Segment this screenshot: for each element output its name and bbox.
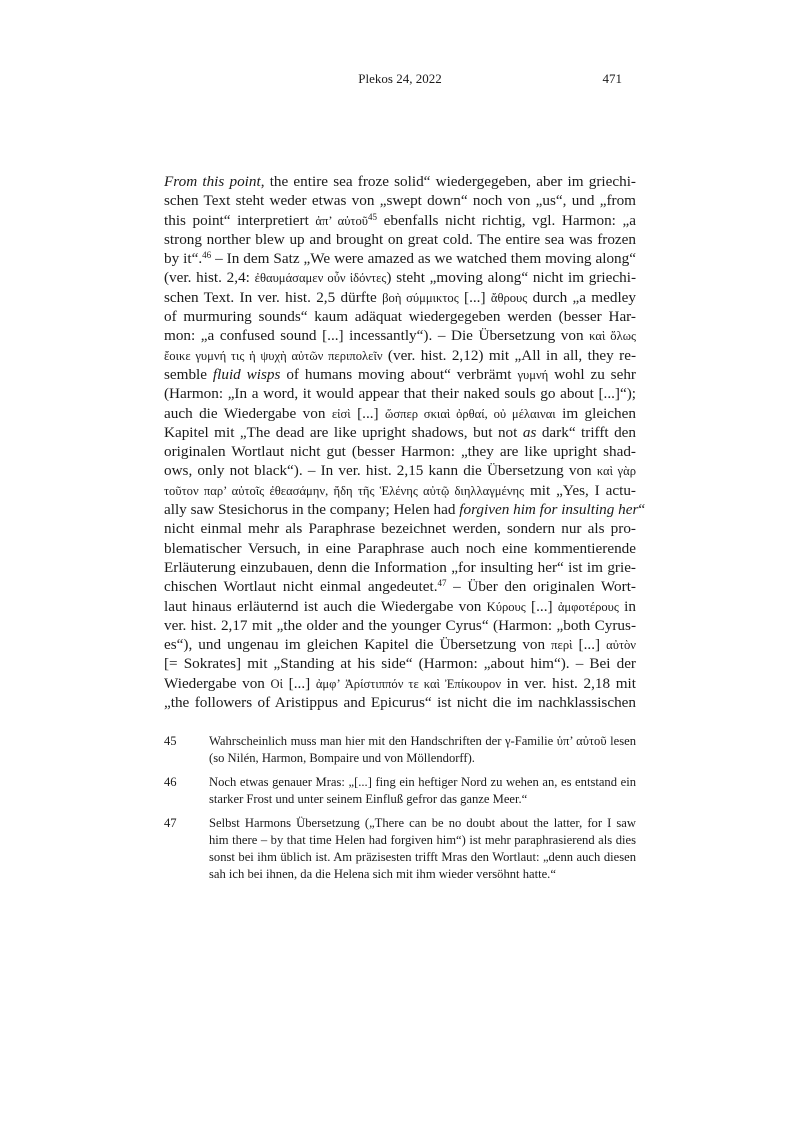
text-span: ) steht „moving along“ nicht im griechi- bbox=[386, 269, 636, 287]
text-line bbox=[164, 461, 636, 480]
text-line bbox=[164, 346, 636, 365]
footnote bbox=[164, 774, 636, 808]
footnote-text-line: him there – by that time Helen had forgiven him“) ist mehr paraphrasierend als dies bbox=[209, 833, 636, 847]
text-span: (Harmon: „In a word, it would appear that their naked souls go about [...]“); bbox=[164, 385, 636, 403]
text-span: Erläuterung einzubauen, denn die Information „for insulting her“ ist im grie- bbox=[164, 558, 636, 576]
page-number: 471 bbox=[602, 71, 622, 86]
text-span: originalen Wortlaut nicht gut (besser Harmon: „they are like upright shad- bbox=[164, 443, 636, 461]
text-line bbox=[164, 481, 636, 500]
text-line bbox=[164, 674, 636, 693]
greek-quote: εἰσὶ bbox=[331, 406, 351, 421]
text-span: (ver. hist. 2,12) mit „All in all, they re- bbox=[382, 346, 636, 364]
text-span: – Über den originalen Wort- bbox=[446, 578, 636, 596]
footnote-reference[interactable]: 45 bbox=[368, 211, 378, 222]
italic-text: fluid wisps bbox=[212, 365, 281, 383]
text-span: dark“ trifft den bbox=[536, 423, 636, 441]
greek-quote: καὶ ὅλως bbox=[589, 329, 636, 344]
footnote bbox=[164, 815, 636, 883]
text-span: ver. hist. 2,17 mit „the older and the younger Cyrus“ (Harmon: „both Cyrus- bbox=[164, 616, 636, 634]
text-span: es“), und ungenau im gleichen Kapitel die Übersetzung von bbox=[164, 636, 552, 654]
text-span: Wiedergabe von bbox=[164, 674, 271, 692]
text-line bbox=[164, 442, 636, 461]
text-span: [= Sokrates] mit „Standing at his side“ (Harmon: „about him“). – Bei der bbox=[164, 655, 636, 673]
text-line bbox=[164, 654, 636, 673]
text-line bbox=[164, 693, 636, 712]
text-span: chischen Wortlaut nicht einmal angedeutet. bbox=[164, 578, 438, 596]
greek-quote: ἀμφ’ Ἀρίστιππόν τε καὶ Ἐπίκουρον bbox=[315, 676, 502, 691]
text-span: [...] bbox=[283, 674, 316, 692]
text-span: wohl zu sehr bbox=[548, 365, 636, 383]
text-line bbox=[164, 268, 636, 287]
text-line bbox=[164, 191, 636, 210]
text-span: durch „a medley bbox=[527, 288, 637, 306]
footnote-text-line: sonst bei ihm üblich ist. Am präzisesten trifft Mras den Wortlaut: „denn auch diesen bbox=[209, 850, 636, 864]
text-span: mit „Yes, I actu- bbox=[524, 481, 636, 499]
greek-quote: ἀμφοτέρους bbox=[557, 599, 619, 614]
journal-title: Plekos 24, 2022 bbox=[358, 71, 442, 86]
italic-text: forgiven him for insulting her bbox=[459, 501, 639, 519]
text-span: laut hinaus erläuternd ist auch die Wiedergabe von bbox=[164, 597, 487, 615]
text-span: (ver. hist. 2,4: bbox=[164, 269, 255, 287]
footnote-reference[interactable]: 46 bbox=[202, 250, 212, 261]
text-line bbox=[164, 500, 646, 519]
footnote-text-line: sah ich bei ihnen, da die Helena sich mit ihm wieder versöhnt hatte.“ bbox=[209, 867, 556, 881]
text-span: of murmuring sounds“ kaum adäquat wiedergegeben werden (besser Har- bbox=[164, 308, 636, 326]
greek-quote: αὐτὸν bbox=[606, 638, 636, 653]
text-line bbox=[164, 635, 636, 654]
text-span: semble bbox=[164, 365, 213, 383]
text-span: of humans moving about“ verbrämt bbox=[280, 365, 518, 383]
text-span: „the followers of Aristippus and Epicurus“ ist nicht die im nachklassischen bbox=[164, 694, 636, 712]
text-line bbox=[164, 365, 636, 384]
footnote-text-line: Noch etwas genauer Mras: „[...] fing ein heftiger Nord zu wehen an, es entstand ein bbox=[209, 775, 636, 789]
greek-quote: ἐθαυμάσαμεν οὖν ἰδόντες bbox=[254, 271, 387, 286]
text-line bbox=[164, 423, 636, 442]
greek-quote: καὶ γὰρ bbox=[596, 464, 636, 479]
footnote-number: 45 bbox=[164, 734, 177, 748]
text-span: ebenfalls nicht richtig, vgl. Harmon: „a bbox=[377, 211, 636, 229]
greek-quote: τοῦτον παρ’ αὐτοῖς ἐθεασάμην, ἤδη τῆς Ἑλένης αὐτῷ διηλλαγμένης bbox=[164, 483, 525, 498]
greek-quote: Οἱ bbox=[270, 676, 284, 691]
text-span: ows, only not black“). – In ver. hist. 2,15 kann die Übersetzung von bbox=[164, 462, 597, 480]
text-span: mon: „a confused sound [...] incessantly“). – Die Übersetzung von bbox=[164, 327, 590, 345]
text-span: [...] bbox=[350, 404, 386, 422]
text-span: Kapitel mit „The dead are like upright shadows, but not bbox=[164, 423, 523, 441]
text-line bbox=[164, 539, 636, 558]
text-span: blematischer Versuch, in eine Paraphrase auch noch eine kommentierende bbox=[164, 539, 636, 557]
greek-quote: ἄθρους bbox=[490, 290, 528, 305]
text-span: by it“. bbox=[164, 250, 203, 268]
text-line bbox=[164, 519, 636, 538]
greek-quote: περὶ bbox=[551, 638, 573, 653]
text-span: , the entire sea froze solid“ wiedergegeben, aber im griechi- bbox=[260, 173, 636, 190]
running-head bbox=[164, 71, 636, 91]
footnote bbox=[164, 733, 636, 767]
text-line bbox=[164, 404, 636, 423]
text-line bbox=[164, 172, 636, 191]
footnote-text-line: Wahrscheinlich muss man hier mit den Handschriften der γ-Familie ὑπ’ αὐτοῦ lesen bbox=[209, 734, 636, 748]
text-span: – In dem Satz „We were amazed as we watched them moving along“ bbox=[211, 250, 636, 268]
text-span: in ver. hist. 2,18 mit bbox=[501, 674, 636, 692]
text-line bbox=[164, 307, 636, 326]
text-span: [...] bbox=[525, 597, 558, 615]
text-span: auch die Wiedergabe von bbox=[164, 404, 332, 422]
footnote-text-line: starker Frost und unter seinem Einfluß gefror das ganze Meer.“ bbox=[209, 792, 528, 806]
text-span: in bbox=[618, 597, 636, 615]
greek-quote: Κύρους bbox=[486, 599, 526, 614]
text-line bbox=[164, 326, 636, 345]
text-span: ally saw Stesichorus in the company; Helen had bbox=[164, 501, 460, 519]
text-span: “ bbox=[638, 501, 646, 519]
italic-text: as bbox=[522, 423, 537, 441]
text-line bbox=[164, 249, 636, 268]
text-span: nicht einmal mehr als Paraphrase bezeichnet werden, sondern nur als pro- bbox=[164, 520, 636, 538]
text-line bbox=[164, 597, 636, 616]
text-line bbox=[164, 558, 636, 577]
footnotes bbox=[164, 733, 636, 890]
text-line bbox=[164, 384, 636, 403]
greek-quote: ὥσπερ σκιαὶ ὀρθαί, οὐ μέλαιναι bbox=[385, 406, 556, 421]
text-line bbox=[164, 288, 636, 307]
text-span: [...] bbox=[458, 288, 491, 306]
text-span: im gleichen bbox=[555, 404, 636, 422]
footnote-text-line: Selbst Harmons Übersetzung („There can be no doubt about the latter, for I saw bbox=[209, 816, 636, 830]
text-span: strong norther blew up and brought on great cold. The entire sea was frozen bbox=[164, 230, 636, 248]
greek-quote: ἔοικε γυμνή τις ἡ ψυχὴ αὐτῶν περιπολεῖν bbox=[164, 348, 383, 363]
text-span: schen Text steht weder etwas von „swept down“ noch von „us“, und „from bbox=[164, 192, 636, 210]
italic-text: From this point bbox=[164, 173, 261, 190]
greek-quote: γυμνή bbox=[517, 367, 549, 382]
text-span: this point“ interpretiert bbox=[164, 211, 316, 229]
greek-quote: ἀπ’ αὐτοῦ bbox=[315, 213, 369, 228]
footnote-text-line: (so Nilén, Harmon, Bompaire und von Möllendorff). bbox=[209, 751, 475, 765]
greek-quote: βοὴ σύμμικτος bbox=[382, 290, 459, 305]
text-span: schen Text. In ver. hist. 2,5 dürfte bbox=[164, 288, 383, 306]
text-span: [...] bbox=[572, 636, 607, 654]
footnote-number: 47 bbox=[164, 816, 177, 830]
footnote-number: 46 bbox=[164, 775, 177, 789]
text-line bbox=[164, 211, 636, 230]
text-line bbox=[164, 230, 636, 249]
body-text bbox=[164, 172, 646, 712]
text-line bbox=[164, 577, 636, 596]
footnote-reference[interactable]: 47 bbox=[437, 578, 447, 589]
text-line bbox=[164, 616, 636, 635]
